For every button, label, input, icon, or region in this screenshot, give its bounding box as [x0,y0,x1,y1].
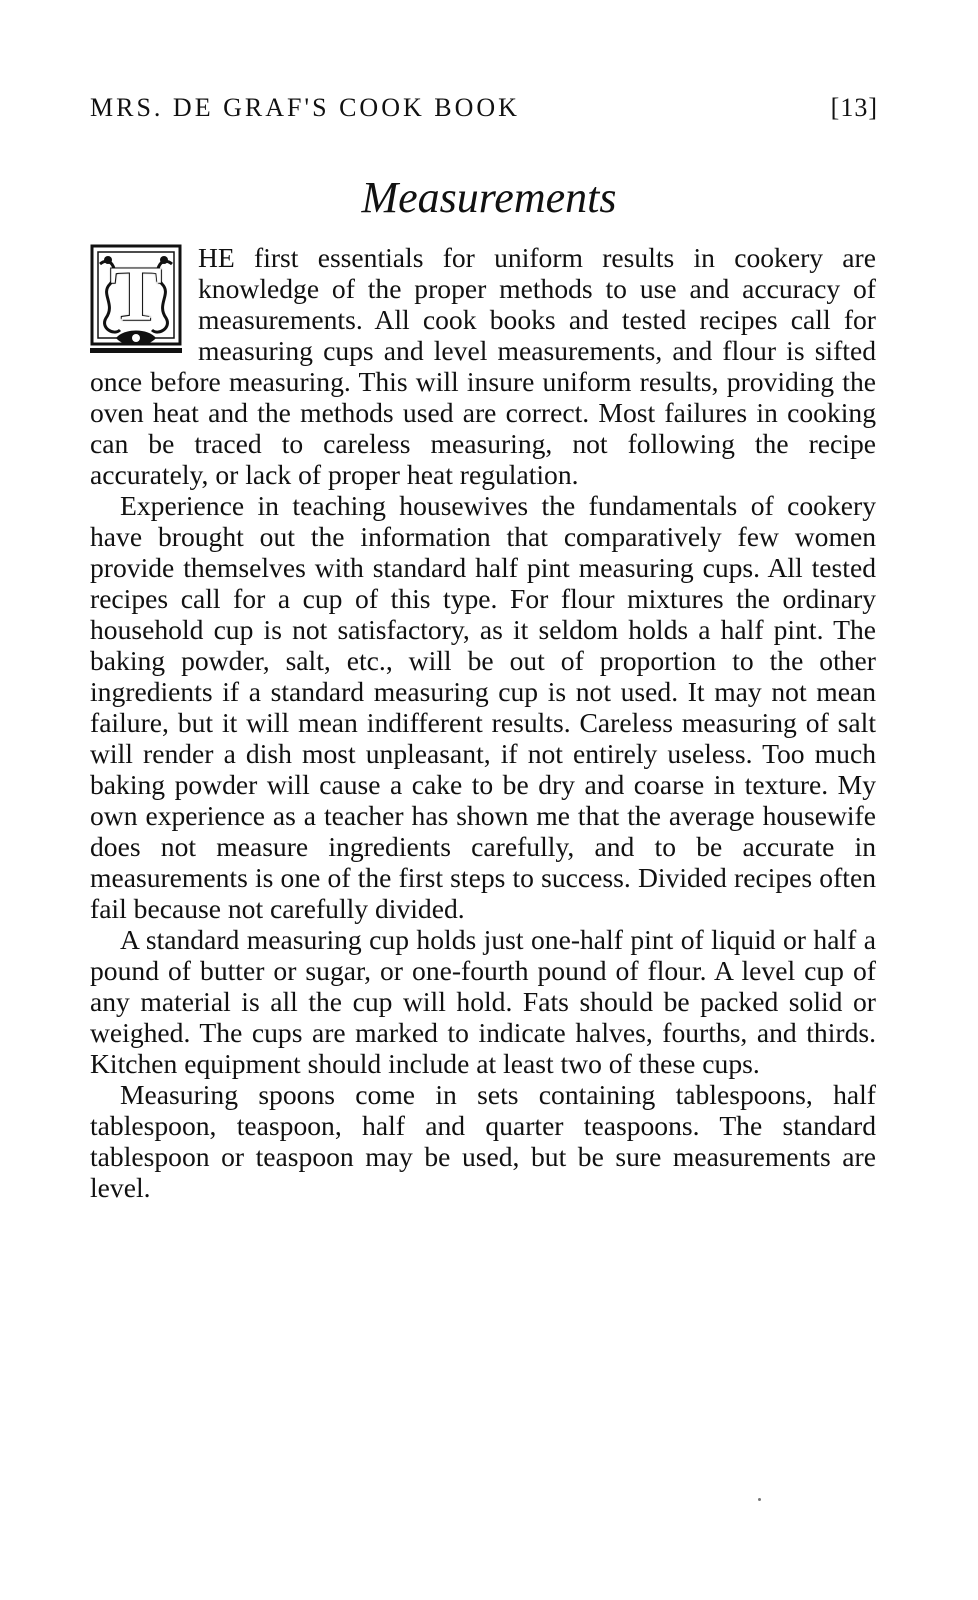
running-title: MRS. DE GRAF'S COOK BOOK [90,93,520,122]
drop-cap-ornament [90,244,182,354]
chapter-title: Measurements [361,173,617,222]
paragraph-1-text: HE first essentials for uniform results in cookery are knowledge of the proper methods to use and accuracy of measurements. All cook books and tested recipes call for measuring cups and level measurements, and flour is sifted once before measuring. This will insure uniform results, providing the oven heat and the methods used are correct. Most failures in cooking can be traced to careless measuring, not following the recipe accurately, or lack of proper heat regulation. [90,242,876,490]
body-text [90,242,876,1203]
paragraph-4: Measuring spoons come in sets containing tablespoons, half tablespoon, teaspoon, half and quarter teaspoons. The standard tablespoon or teaspoon may be used, but be sure measurements are level. [90,1079,876,1203]
stray-ink-dot [758,1498,761,1501]
paragraph-3: A standard measuring cup holds just one-half pint of liquid or half a pound of butter or sugar, or one-fourth pound of flour. A level cup of any material is all the cup will hold. Fats should be packed solid or weighed. The cups are marked to indicate halves, fourths, and thirds. Kitchen equipment should include at least two of these cups. [90,924,876,1079]
page-number: [13] [830,93,878,122]
running-head [90,88,878,128]
drop-cap-letter: T [109,250,163,337]
paragraph-2: Experience in teaching housewives the fundamentals of cookery have brought out the information that comparatively few women provide themselves with standard half pint measuring cups. All tested recipes call for a cup of this type. For flour mixtures the ordinary household cup is not satisfactory, as it seldom holds a half pint. The baking powder, salt, etc., will be out of proportion to the other ingredients if a standard measuring cup is not used. It may not mean failure, but it will mean indifferent results. Careless measuring of salt will render a dish most unpleasant, if not entirely useless. Too much baking powder will cause a cake to be dry and coarse in texture. My own experience as a teacher has shown me that the average housewife does not measure ingredients carefully, and to be accurate in measurements is one of the first steps to success. Divided recipes often fail because not carefully divided. [90,490,876,924]
paragraph-1 [90,242,876,490]
